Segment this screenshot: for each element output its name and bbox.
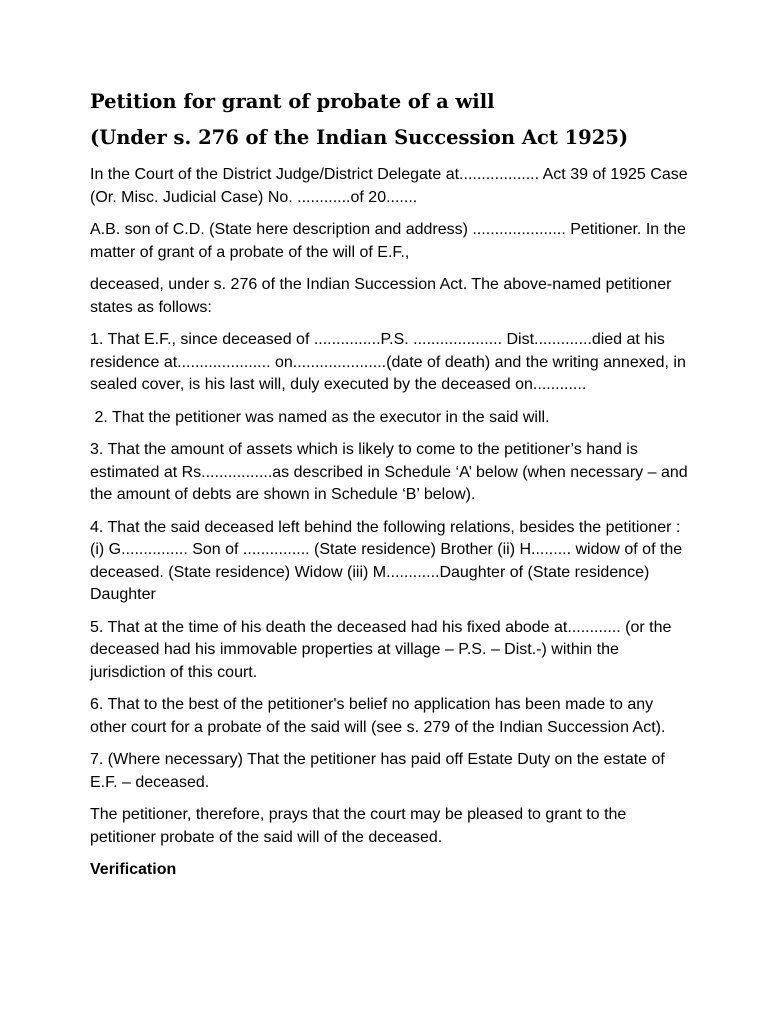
clause-3: 3. That the amount of assets which is likely to come to the petitioner’s hand is estimated at Rs................as described in Schedule ‘A’ below (when necessary – and the amount of debts are shown in Schedule ‘B’ below). xyxy=(90,441,688,503)
clause-7: 7. (Where necessary) That the petitioner has paid off Estate Duty on the estate of E.F. – deceased. xyxy=(90,751,665,791)
clause-6: 6. That to the best of the petitioner's belief no application has been made to any other court for a probate of the said will (see s. 279 of the Indian Succession Act). xyxy=(90,696,666,736)
clause-1: 1. That E.F., since deceased of ...............P.S. .................... Dist.............died at his residence at..................... on.....................(date of death) and the writing annexed, in sealed cover, is his last will, duly executed by the deceased on............ xyxy=(90,331,691,393)
clause-2: 2. That the petitioner was named as the executor in the said will. xyxy=(90,408,550,426)
petitioner-paragraph: A.B. son of C.D. (State here description and address) ..................... Petitioner. In the matter of grant of a probate of the will of E.F., xyxy=(90,221,686,261)
court-paragraph: In the Court of the District Judge/District Delegate at.................. Act 39 of 1925 Case (Or. Misc. Judicial Case) No. ............of 20....... xyxy=(90,166,688,206)
document-page xyxy=(90,88,690,892)
document-title: Petition for grant of probate of a will xyxy=(90,90,495,113)
verification-heading: Verification xyxy=(90,861,177,878)
clause-4: 4. That the said deceased left behind the following relations, besides the petitioner : (i) G............... Son of ............... (State residence) Brother (ii) H......... widow of of the deceased. (State residence) Widow (iii) M............Daughter of (State residence) Daughter xyxy=(90,518,683,603)
clause-5: 5. That at the time of his death the deceased had his fixed abode at............ (or the deceased had his immovable properties at village – P.S. – Dist.-) within the jurisdiction of this court. xyxy=(90,618,672,681)
document-subtitle: (Under s. 276 of the Indian Succession Act 1925) xyxy=(90,126,629,149)
prayer-paragraph: The petitioner, therefore, prays that the court may be pleased to grant to the petitioner probate of the said will of the deceased. xyxy=(90,806,627,846)
deceased-paragraph: deceased, under s. 276 of the Indian Succession Act. The above-named petitioner states as follows: xyxy=(90,276,672,316)
